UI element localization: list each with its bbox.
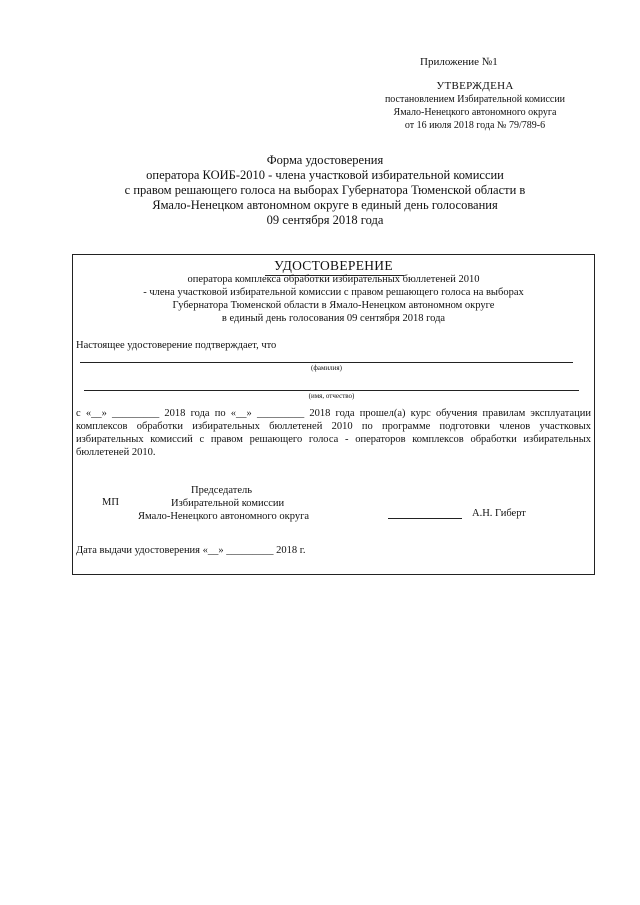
certificate-body: [76, 407, 591, 459]
certificate-subtitle-line: оператора комплекса обработки избирательных бюллетеней 2010: [187, 274, 480, 285]
approval-block: [340, 80, 610, 132]
form-title-line: оператора КОИБ-2010 - члена участковой избирательной комиссии: [146, 168, 504, 182]
surname-hint: (фамилия): [311, 364, 342, 372]
approved-title: УТВЕРЖДЕНА: [436, 80, 514, 92]
form-title-line: Ямало-Ненецком автономном округе в единый день голосования: [152, 198, 498, 212]
certificate-subtitle-line: в единый день голосования 09 сентября 2018 года: [221, 313, 446, 324]
form-title-line: с правом решающего голоса на выборах Губернатора Тюменской области в: [124, 183, 526, 197]
confirm-text: Настоящее удостоверение подтверждает, что: [76, 340, 277, 351]
certificate-body-text: с «__» _________ 2018 года по «__» _________ 2018 года прошел(а) курс обучения правилам эксплуатации комплексов обработки избирательных бюллетеней 2010 по программе подготовки членов участковых избирательных комиссий с правом решающего голоса - операторов комплексов обработки избирательных бюллетеней 2010.: [76, 408, 591, 458]
form-title-line: Форма удостоверения: [266, 153, 384, 167]
signature-line: [388, 518, 462, 519]
chair-line: Ямало-Ненецкого автономного округа: [138, 511, 310, 522]
form-title-line: 09 сентября 2018 года: [266, 213, 384, 227]
issue-date: Дата выдачи удостоверения «__» _________ 2018 г.: [76, 545, 306, 556]
chair-line: Председатель: [191, 485, 253, 496]
certificate-subtitle-line: Губернатора Тюменской области в Ямало-Ненецком автономном округе: [172, 300, 495, 311]
certificate-subtitle-line: - члена участковой избирательной комиссии с правом решающего голоса на выборах: [143, 287, 524, 298]
approved-line: от 16 июля 2018 года № 79/789-6: [404, 120, 546, 131]
surname-line: [80, 362, 573, 363]
approved-line: постановлением Избирательной комиссии: [384, 94, 566, 105]
certificate-title: УДОСТОВЕРЕНИЕ: [274, 258, 393, 273]
name-line: [84, 390, 579, 391]
form-title: [80, 153, 570, 228]
chair-block: [138, 484, 338, 523]
chair-line: Избирательной комиссии: [171, 498, 285, 509]
approved-line: Ямало-Ненецкого автономного округа: [393, 107, 557, 118]
signer-name: А.Н. Гиберт: [472, 508, 526, 519]
stamp-label: МП: [102, 497, 119, 508]
name-hint: (имя, отчество): [308, 392, 355, 400]
certificate-subtitle: [80, 273, 587, 325]
appendix-label: Приложение №1: [420, 56, 498, 68]
